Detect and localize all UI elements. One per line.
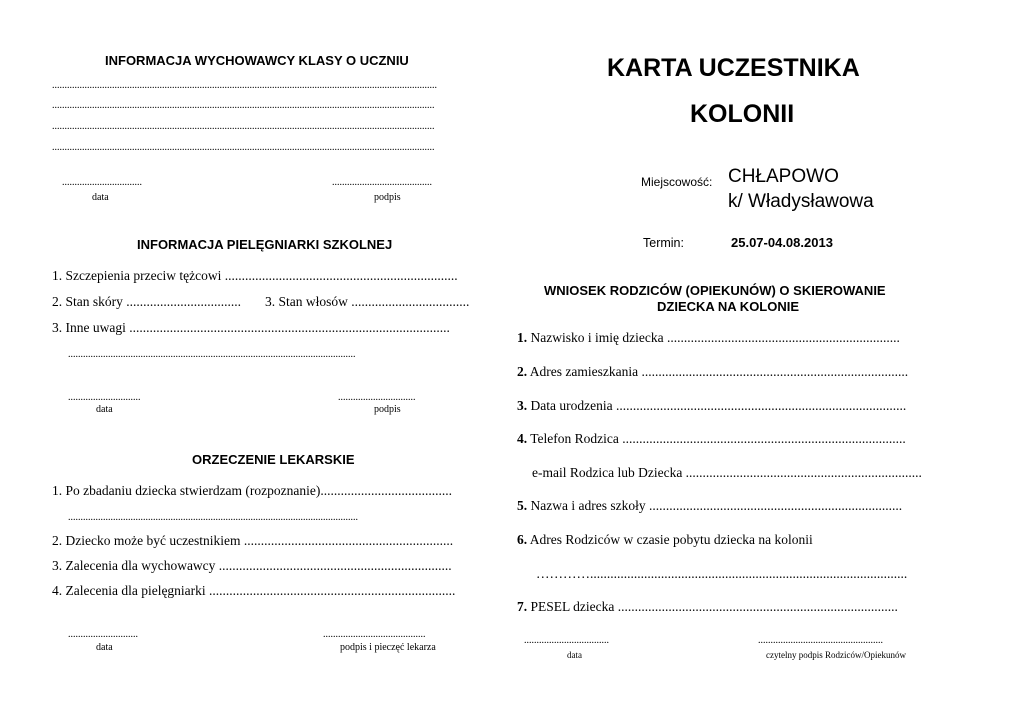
teacher-date-label: data <box>92 192 109 203</box>
field-label: ………….............................................................................................. <box>536 566 908 581</box>
application-heading-line2: DZIECKA NA KOLONIE <box>657 299 800 314</box>
medical-item-educator: 3. Zalecenia dla wychowawcy ..................................................................... <box>52 558 452 573</box>
application-heading: WNIOSEK RODZICÓW (OPIEKUNÓW) O SKIEROWANIE <box>544 283 886 298</box>
field-number: 2. <box>517 364 528 379</box>
field-home-address <box>517 364 908 380</box>
nurse-sign-label: podpis <box>374 404 401 415</box>
field-birth-date <box>517 398 906 414</box>
teacher-info-line-1: .......................................................................................................................................................... <box>52 80 437 91</box>
teacher-sign-label: podpis <box>374 192 401 203</box>
field-label: Telefon Rodzica .................................................................................... <box>527 431 906 446</box>
teacher-info-heading: INFORMACJA WYCHOWAWCY KLASY O UCZNIU <box>105 53 409 68</box>
medical-item-diagnosis: 1. Po zbadaniu dziecka stwierdzam (rozpoznanie)....................................... <box>52 483 453 498</box>
term-value: 25.07-04.08.2013 <box>731 235 833 250</box>
parent-date-label: data <box>567 650 582 660</box>
nurse-date-label: data <box>96 404 113 415</box>
medical-item-participant: 2. Dziecko może być uczestnikiem .............................................................. <box>52 533 454 548</box>
field-label: Data urodzenia ...................................................................................... <box>527 398 907 413</box>
medical-date-dots: ............................ <box>68 629 138 640</box>
place-value: CHŁAPOWO <box>728 166 839 187</box>
medical-item-nurse: 4. Zalecenia dla pielęgniarki ......................................................................... <box>52 583 456 598</box>
field-label: Adres zamieszkania ............................................................................... <box>527 364 909 379</box>
medical-sign-label: podpis i pieczęć lekarza <box>340 642 436 653</box>
nurse-date-dots: ............................. <box>68 392 141 403</box>
field-label: Nazwisko i imię dziecka ..................................................................... <box>527 330 900 345</box>
card-subtitle: KOLONII <box>690 100 795 128</box>
field-child-name <box>517 330 900 346</box>
nurse-item-other-cont: ................................................................................................................... <box>68 349 356 360</box>
field-parents-address-cont <box>536 566 907 582</box>
field-number: 5. <box>517 498 528 513</box>
field-number: 6. <box>517 532 528 547</box>
nurse-info-heading: INFORMACJA PIELĘGNIARKI SZKOLNEJ <box>137 237 393 252</box>
nurse-item-hair: 3. Stan włosów ................................... <box>265 294 470 309</box>
nurse-item-tetanus: 1. Szczepienia przeciw tężcowi ..................................................................... <box>52 268 458 283</box>
field-parent-phone <box>517 431 906 447</box>
term-label: Termin: <box>643 236 684 250</box>
field-label: Nazwa i adres szkoły ........................................................................... <box>527 498 903 513</box>
field-pesel <box>517 599 898 615</box>
parent-date-dots: .................................. <box>524 635 609 646</box>
teacher-sign-dots: ........................................ <box>332 177 432 188</box>
parent-sign-dots: .................................................. <box>758 635 883 646</box>
teacher-date-dots: ................................ <box>62 177 142 188</box>
parent-sign-label: czytelny podpis Rodziców/Opiekunów <box>766 650 906 660</box>
medical-sign-dots: ......................................... <box>323 629 426 640</box>
nurse-item-other: 3. Inne uwagi ............................................................................................... <box>52 320 450 335</box>
field-label: PESEL dziecka ................................................................................... <box>527 599 898 614</box>
field-number: 3. <box>517 398 528 413</box>
teacher-info-line-2: ......................................................................................................................................................... <box>52 100 435 111</box>
teacher-info-line-4: ......................................................................................................................................................... <box>52 142 435 153</box>
field-parents-address <box>517 532 813 548</box>
medical-item-diagnosis-cont: .................................................................................................................... <box>68 512 358 523</box>
place-value-line2: k/ Władysławowa <box>728 191 874 212</box>
teacher-info-line-3: ......................................................................................................................................................... <box>52 121 435 132</box>
nurse-item-skin: 2. Stan skóry .................................. <box>52 294 241 309</box>
card-title: KARTA UCZESTNIKA <box>607 54 860 82</box>
nurse-sign-dots: ............................... <box>338 392 416 403</box>
field-label: Adres Rodziców w czasie pobytu dziecka na kolonii <box>527 532 813 547</box>
field-school <box>517 498 902 514</box>
medical-heading: ORZECZENIE LEKARSKIE <box>192 452 355 467</box>
medical-date-label: data <box>96 642 113 653</box>
field-email <box>532 465 922 481</box>
field-label: e-mail Rodzica lub Dziecka ...................................................................... <box>532 465 922 480</box>
place-label: Miejscowość: <box>641 175 713 189</box>
field-number: 4. <box>517 431 528 446</box>
field-number: 1. <box>517 330 528 345</box>
field-number: 7. <box>517 599 528 614</box>
